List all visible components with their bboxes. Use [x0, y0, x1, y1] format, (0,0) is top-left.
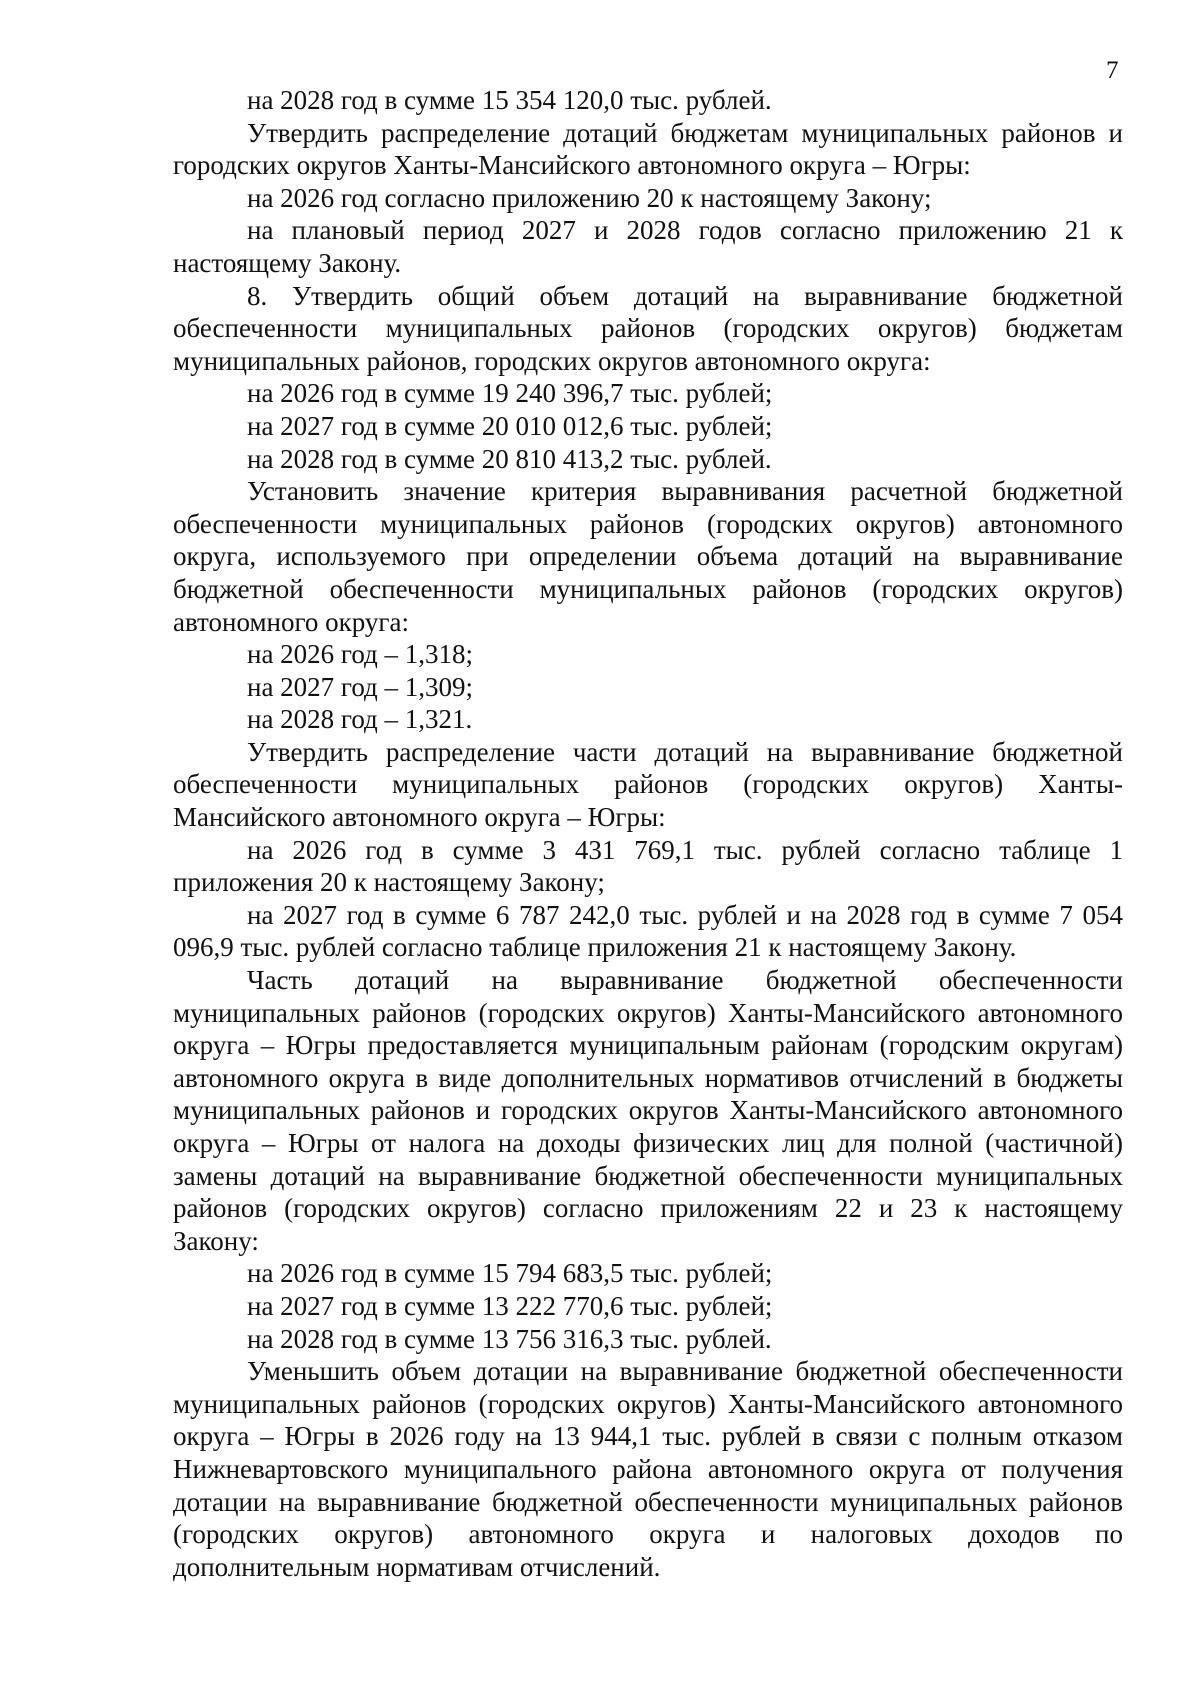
paragraph-equalization-criterion: Установить значение критерия выравнивания расчетной бюджетной обеспеченности муниципальных районов (городских округов) автономного округа, используемого при определении объема дотаций на выравнивание бюджетной обеспеченности муниципальных районов (городских округов) автономного округа: — [173, 476, 1123, 637]
paragraph-2026-sum: на 2026 год в сумме 19 240 396,7 тыс. рублей; — [247, 378, 773, 409]
document-body — [173, 84, 1123, 1583]
paragraph-2028-sum: на 2028 год в сумме 20 810 413,2 тыс. рублей. — [247, 443, 772, 474]
paragraph-approve-distribution: Утвердить распределение дотаций бюджетам муниципальных районов и городских округов Ханты-Мансийского автономного округа – Югры: — [173, 117, 1123, 181]
paragraph-additional-norms: Часть дотаций на выравнивание бюджетной обеспеченности муниципальных районов (городских округов) Ханты-Мансийского автономного округа – Югры предоставляется муниципальным районам (городским округам) автономного округа в виде дополнительных нормативов отчислений в бюджеты муниципальных районов и городских округов Ханты-Мансийского автономного округа – Югры от налога на доходы физических лиц для полной (частичной) замены дотаций на выравнивание бюджетной обеспеченности муниципальных районов (городских округов) согласно приложениям 22 и 23 к настоящему Закону: — [173, 965, 1123, 1256]
paragraph-norms-2026: на 2026 год в сумме 15 794 683,5 тыс. рублей; — [247, 1258, 773, 1289]
paragraph-2027-2028-table: на 2027 год в сумме 6 787 242,0 тыс. рублей и на 2028 год в сумме 7 054 096,9 тыс. рублей согласно таблице приложения 21 к настоящему Закону. — [173, 899, 1123, 963]
paragraph-planning-period-appendix-21: на плановый период 2027 и 2028 годов согласно приложению 21 к настоящему Закону. — [173, 215, 1123, 278]
paragraph-norms-2028: на 2028 год в сумме 13 756 316,3 тыс. рублей. — [247, 1323, 772, 1354]
paragraph-criterion-2027: на 2027 год – 1,309; — [247, 671, 474, 702]
paragraph-2027-sum: на 2027 год в сумме 20 010 012,6 тыс. рублей; — [247, 410, 773, 441]
paragraph-norms-2027: на 2027 год в сумме 13 222 770,6 тыс. рублей; — [247, 1290, 773, 1321]
paragraph-criterion-2028: на 2028 год – 1,321. — [247, 704, 473, 735]
paragraph-2028-total: на 2028 год в сумме 15 354 120,0 тыс. рублей. — [247, 85, 772, 115]
paragraph-criterion-2026: на 2026 год – 1,318; — [247, 639, 474, 670]
paragraph-2026-appendix-20: на 2026 год согласно приложению 20 к настоящему Закону; — [247, 182, 932, 213]
paragraph-reduce-subsidy: Уменьшить объем дотации на выравнивание бюджетной обеспеченности муниципальных районов (городских округов) Ханты-Мансийского автономного округа – Югры в 2026 году на 13 944,1 тыс. рублей в связи с полным отказом Нижневартовского муниципального района автономного округа от получения дотации на выравнивание бюджетной обеспеченности муниципальных районов (городских округов) автономного округа и налоговых доходов по дополнительным нормативам отчислений. — [173, 1356, 1123, 1582]
page-number: 7 — [1106, 57, 1119, 84]
paragraph-2026-table-1: на 2026 год в сумме 3 431 769,1 тыс. рублей согласно таблице 1 приложения 20 к настоящему Закону; — [173, 834, 1123, 898]
paragraph-section-8: 8. Утвердить общий объем дотаций на выравнивание бюджетной обеспеченности муниципальных районов (городских округов) бюджетам муниципальных районов, городских округов автономного округа: — [173, 280, 1123, 376]
paragraph-approve-part-distribution: Утвердить распределение части дотаций на выравнивание бюджетной обеспеченности муниципальных районов (городских округов) Ханты-Мансийского автономного округа – Югры: — [173, 736, 1123, 833]
